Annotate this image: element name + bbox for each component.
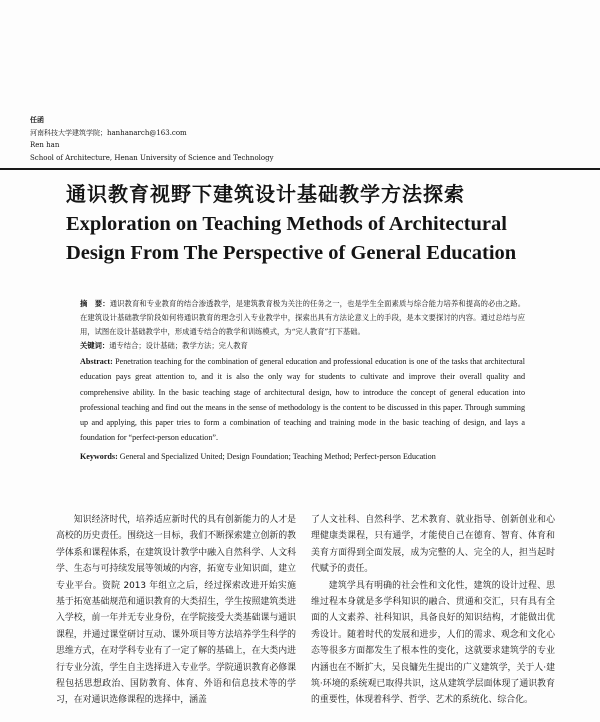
abstract-block: [80, 297, 525, 464]
keywords-cn-label: 关键词：: [80, 341, 110, 350]
body-paragraph: 了人文社科、自然科学、艺术教育、就业指导、创新创业和心理健康类课程，只有通学，才能使自己在德育、智育、体育和美育方面得到全面发展，成为完整的人、完全的人，担当起时代赋予的责任。: [311, 515, 555, 575]
author-affiliation-en: School of Architecture, Henan University of Science and Technology: [30, 153, 274, 162]
title-en-line1: Exploration on Teaching Methods of Architectural: [66, 213, 507, 235]
keywords-en-text: General and Specialized United; Design Foundation; Teaching Method; Perfect-person Education: [117, 451, 436, 461]
abstract-en-text: Penetration teaching for the combination of general education and professional education is one of the tasks that architectural education pays great attention to, and it is also the only way for students to cultivate and improve their overall quality and comprehensive ability. In the basic teaching stage of architectural design, how to introduce the concept of general education into professional teaching and find out the means in the sense of methodology is the content to be discussed in this paper. Through summing up and applying, this paper tries to form a combination of teaching and training mode in the basic teaching of design, and lays a foundation for “perfect-person education”.: [80, 357, 525, 443]
body-paragraph: 知识经济时代，培养适应新时代的具有创新能力的人才是高校的历史责任。围绕这一目标，我们不断探索建立创新的教学体系和课程体系，在建筑设计教学中融入自然科学、人文科学、生态与可持续发展等领域的内容，拓宽专业知识面，建立专业平台。资院 2013 年组立之后，经过探索改进开始实施基于拓宽基础规范和通识教育的大类招生，学生按照建筑类进入学校，前一年并无专业身份，在学院接受大类基础课与通识课程，并通过课堂研讨互动、课外项目等方法培养学生科学的思维方式，在对学科专业有了一定了解的基础上，在大类内进行专业分流，学生自主选择进入专业学。学院通识教育必修课程包括思想政治、国防教育、体育、外语和信息技术等的学习，在对通识选修课程的选择中，涵盖: [56, 515, 296, 706]
author-info: [30, 114, 274, 164]
keywords-cn-text: 通专结合；设计基础；教学方法；完人教育: [109, 341, 248, 350]
abstract-cn-label: 摘 要：: [80, 299, 110, 308]
title-cn: 通识教育视野下建筑设计基础教学方法探索: [66, 182, 465, 206]
body-paragraph: 建筑学具有明确的社会性和文化性，建筑的设计过程、思维过程本身就是多学科知识的融合、贯通和交汇，只有具有全面的人文素养、社科知识，具备良好的知识结构，才能做出优秀设计。随着时代的发展和进步，人们的需求、观念和文化心态等很多方面都发生了根本性的变化，这就要求建筑学的专业内涵也在不断扩大，吴良镛先生提出的广义建筑学，关于人·建筑·环境的系统观已取得共识，这从建筑学层面体现了通识教育的重要性，体现着科学、哲学、艺术的系统化、综合化。: [311, 580, 555, 706]
abstract-cn-text: 通识教育和专业教育的结合渗透教学，是建筑教育极为关注的任务之一，也是学生全面素质与综合能力培养和提高的必由之路。在建筑设计基础教学阶段如何将通识教育的理念引入专业教学中，探索出具有方法论意义上的手段，是本文要探讨的内容。通过总结与应用，试图在设计基础教学中，形成通专结合的教学和训练模式，为“完人教育”打下基础。: [80, 299, 526, 336]
keywords-en: [80, 450, 525, 464]
author-name-cn: 任函: [30, 115, 44, 124]
header-rule: [0, 168, 600, 170]
abstract-en-label: Abstract:: [80, 357, 113, 366]
keywords-cn: [80, 339, 525, 353]
body-column-right: [311, 512, 555, 709]
keywords-en-label: Keywords:: [80, 451, 118, 461]
title-en-line2: Design From The Perspective of General Education: [66, 242, 517, 264]
abstract-cn: [80, 297, 525, 339]
author-affiliation-cn: 河南科技大学建筑学院；hanhanarch@163.com: [30, 128, 187, 137]
author-name-en: Ren han: [30, 141, 60, 149]
title-en: [66, 210, 516, 268]
body-column-left: [56, 512, 296, 709]
abstract-en: [80, 354, 525, 446]
